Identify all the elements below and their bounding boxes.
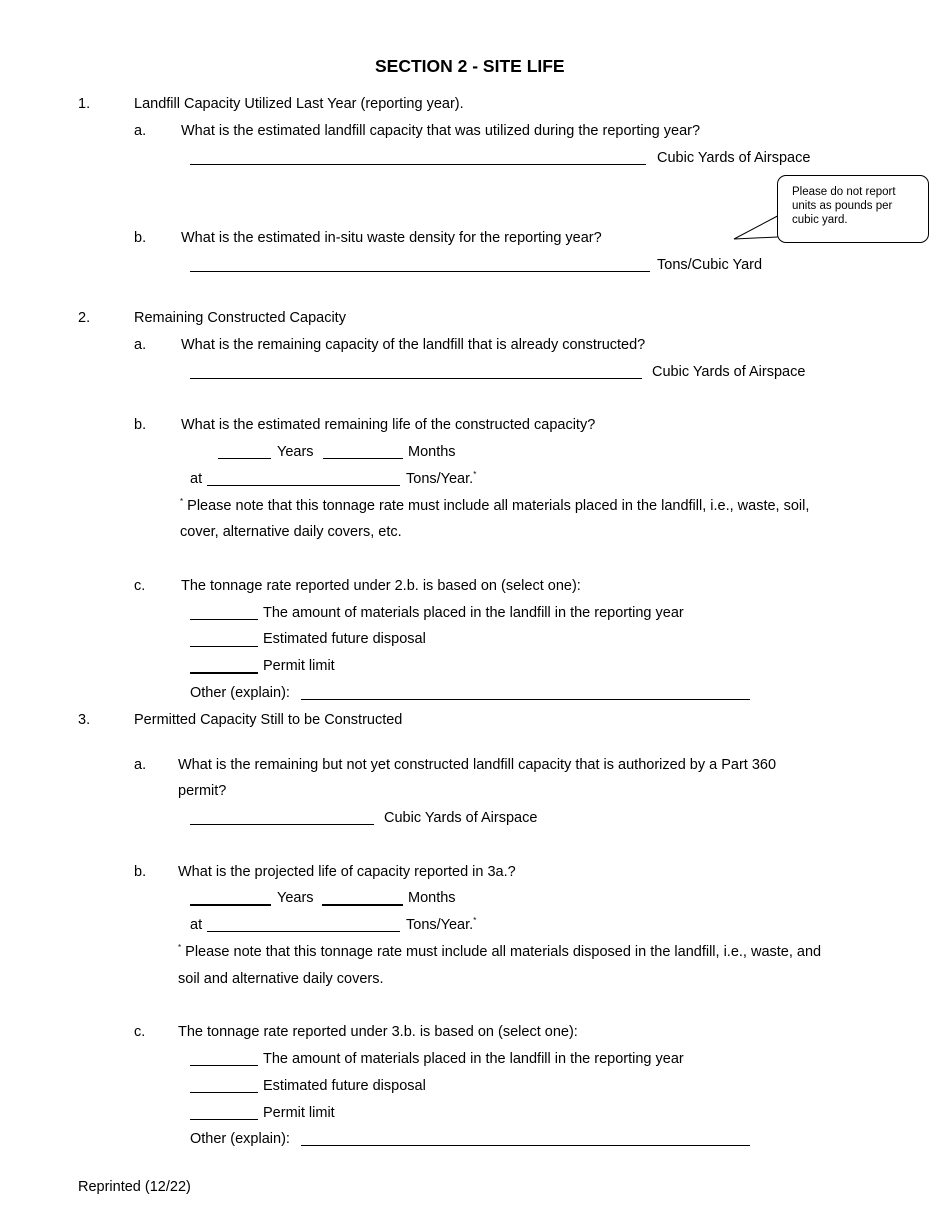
q3-number: 3. <box>78 712 91 728</box>
q3c-other-blank[interactable] <box>301 1145 750 1146</box>
q2c-option2-label: Estimated future disposal <box>263 631 426 647</box>
q3b-note-line1: * Please note that this tonnage rate must include all materials disposed in the landfill, i.e., waste, and <box>178 943 822 960</box>
q3c-letter: c. <box>134 1024 146 1040</box>
q3c-option2-blank[interactable] <box>190 1092 258 1093</box>
q3a-question-line1: What is the remaining but not yet constructed landfill capacity that is authorized by a Part 360 <box>178 757 777 773</box>
q3b-months-label: Months <box>408 890 456 906</box>
q2c-question: The tonnage rate reported under 2.b. is based on (select one): <box>181 578 581 594</box>
q3b-letter: b. <box>134 864 147 880</box>
q3b-years-label: Years <box>277 890 314 906</box>
q1b-question: What is the estimated in-situ waste density for the reporting year? <box>181 230 602 246</box>
callout-text: Please do not report units as pounds per cubic yard. <box>792 186 896 226</box>
q1-number: 1. <box>78 96 91 112</box>
q3c-option1-blank[interactable] <box>190 1065 258 1066</box>
q2c-option2-blank[interactable] <box>190 646 258 647</box>
q2b-months-blank[interactable] <box>323 458 403 459</box>
q2c-option1-blank[interactable] <box>190 619 258 620</box>
q2a-unit: Cubic Yards of Airspace <box>652 364 806 380</box>
q1b-letter: b. <box>134 230 147 246</box>
q3b-rate-blank[interactable] <box>207 931 400 932</box>
q2c-other-label: Other (explain): <box>190 685 290 701</box>
q3b-rate-label: Tons/Year.* <box>406 916 477 933</box>
q1b-answer-blank[interactable] <box>190 271 650 272</box>
q2b-question: What is the estimated remaining life of the constructed capacity? <box>181 417 596 433</box>
q1-title: Landfill Capacity Utilized Last Year (reporting year). <box>134 96 464 112</box>
q2b-note-line2: cover, alternative daily covers, etc. <box>180 524 402 540</box>
callout-tail <box>733 210 781 242</box>
q2b-note-line1: * Please note that this tonnage rate must include all materials placed in the landfill, i.e., waste, soil, <box>180 497 810 514</box>
q2b-years-blank[interactable] <box>218 458 271 459</box>
q2b-years-label: Years <box>277 444 314 460</box>
q3c-option2-label: Estimated future disposal <box>263 1078 426 1094</box>
q3a-unit: Cubic Yards of Airspace <box>384 810 538 826</box>
q2c-letter: c. <box>134 578 146 594</box>
q3b-years-blank[interactable] <box>190 904 271 906</box>
q2a-answer-blank[interactable] <box>190 378 642 379</box>
q3a-answer-blank[interactable] <box>190 824 374 825</box>
q1a-unit: Cubic Yards of Airspace <box>657 150 811 166</box>
q3b-months-blank[interactable] <box>322 904 403 906</box>
q2b-at-label: at <box>190 471 203 487</box>
q3c-option3-blank[interactable] <box>190 1119 258 1120</box>
q3b-note-line2: soil and alternative daily covers. <box>178 971 384 987</box>
q2c-option1-label: The amount of materials placed in the landfill in the reporting year <box>263 605 684 621</box>
q2c-option3-label: Permit limit <box>263 658 335 674</box>
q3c-question: The tonnage rate reported under 3.b. is based on (select one): <box>178 1024 578 1040</box>
q2b-rate-label: Tons/Year.* <box>406 470 477 487</box>
q1b-unit: Tons/Cubic Yard <box>657 257 763 273</box>
q2c-other-blank[interactable] <box>301 699 750 700</box>
q3a-letter: a. <box>134 757 147 773</box>
q2-title: Remaining Constructed Capacity <box>134 310 346 326</box>
q1a-answer-blank[interactable] <box>190 164 646 165</box>
q1a-question: What is the estimated landfill capacity that was utilized during the reporting year? <box>181 123 701 139</box>
section-title: SECTION 2 - SITE LIFE <box>375 56 565 76</box>
q1a-letter: a. <box>134 123 147 139</box>
q2b-letter: b. <box>134 417 147 433</box>
q3b-question: What is the projected life of capacity reported in 3a.? <box>178 864 516 880</box>
footer-reprint-date: Reprinted (12/22) <box>78 1179 191 1195</box>
q3c-other-label: Other (explain): <box>190 1131 290 1147</box>
q3c-option3-label: Permit limit <box>263 1105 335 1121</box>
q3-title: Permitted Capacity Still to be Constructed <box>134 712 403 728</box>
q2a-letter: a. <box>134 337 147 353</box>
q2b-rate-blank[interactable] <box>207 485 400 486</box>
q2c-option3-blank[interactable] <box>190 672 258 674</box>
q2a-question: What is the remaining capacity of the landfill that is already constructed? <box>181 337 646 353</box>
q2-number: 2. <box>78 310 91 326</box>
q2b-months-label: Months <box>408 444 456 460</box>
q3c-option1-label: The amount of materials placed in the landfill in the reporting year <box>263 1051 684 1067</box>
q3b-at-label: at <box>190 917 203 933</box>
q3a-question-line2: permit? <box>178 783 227 799</box>
